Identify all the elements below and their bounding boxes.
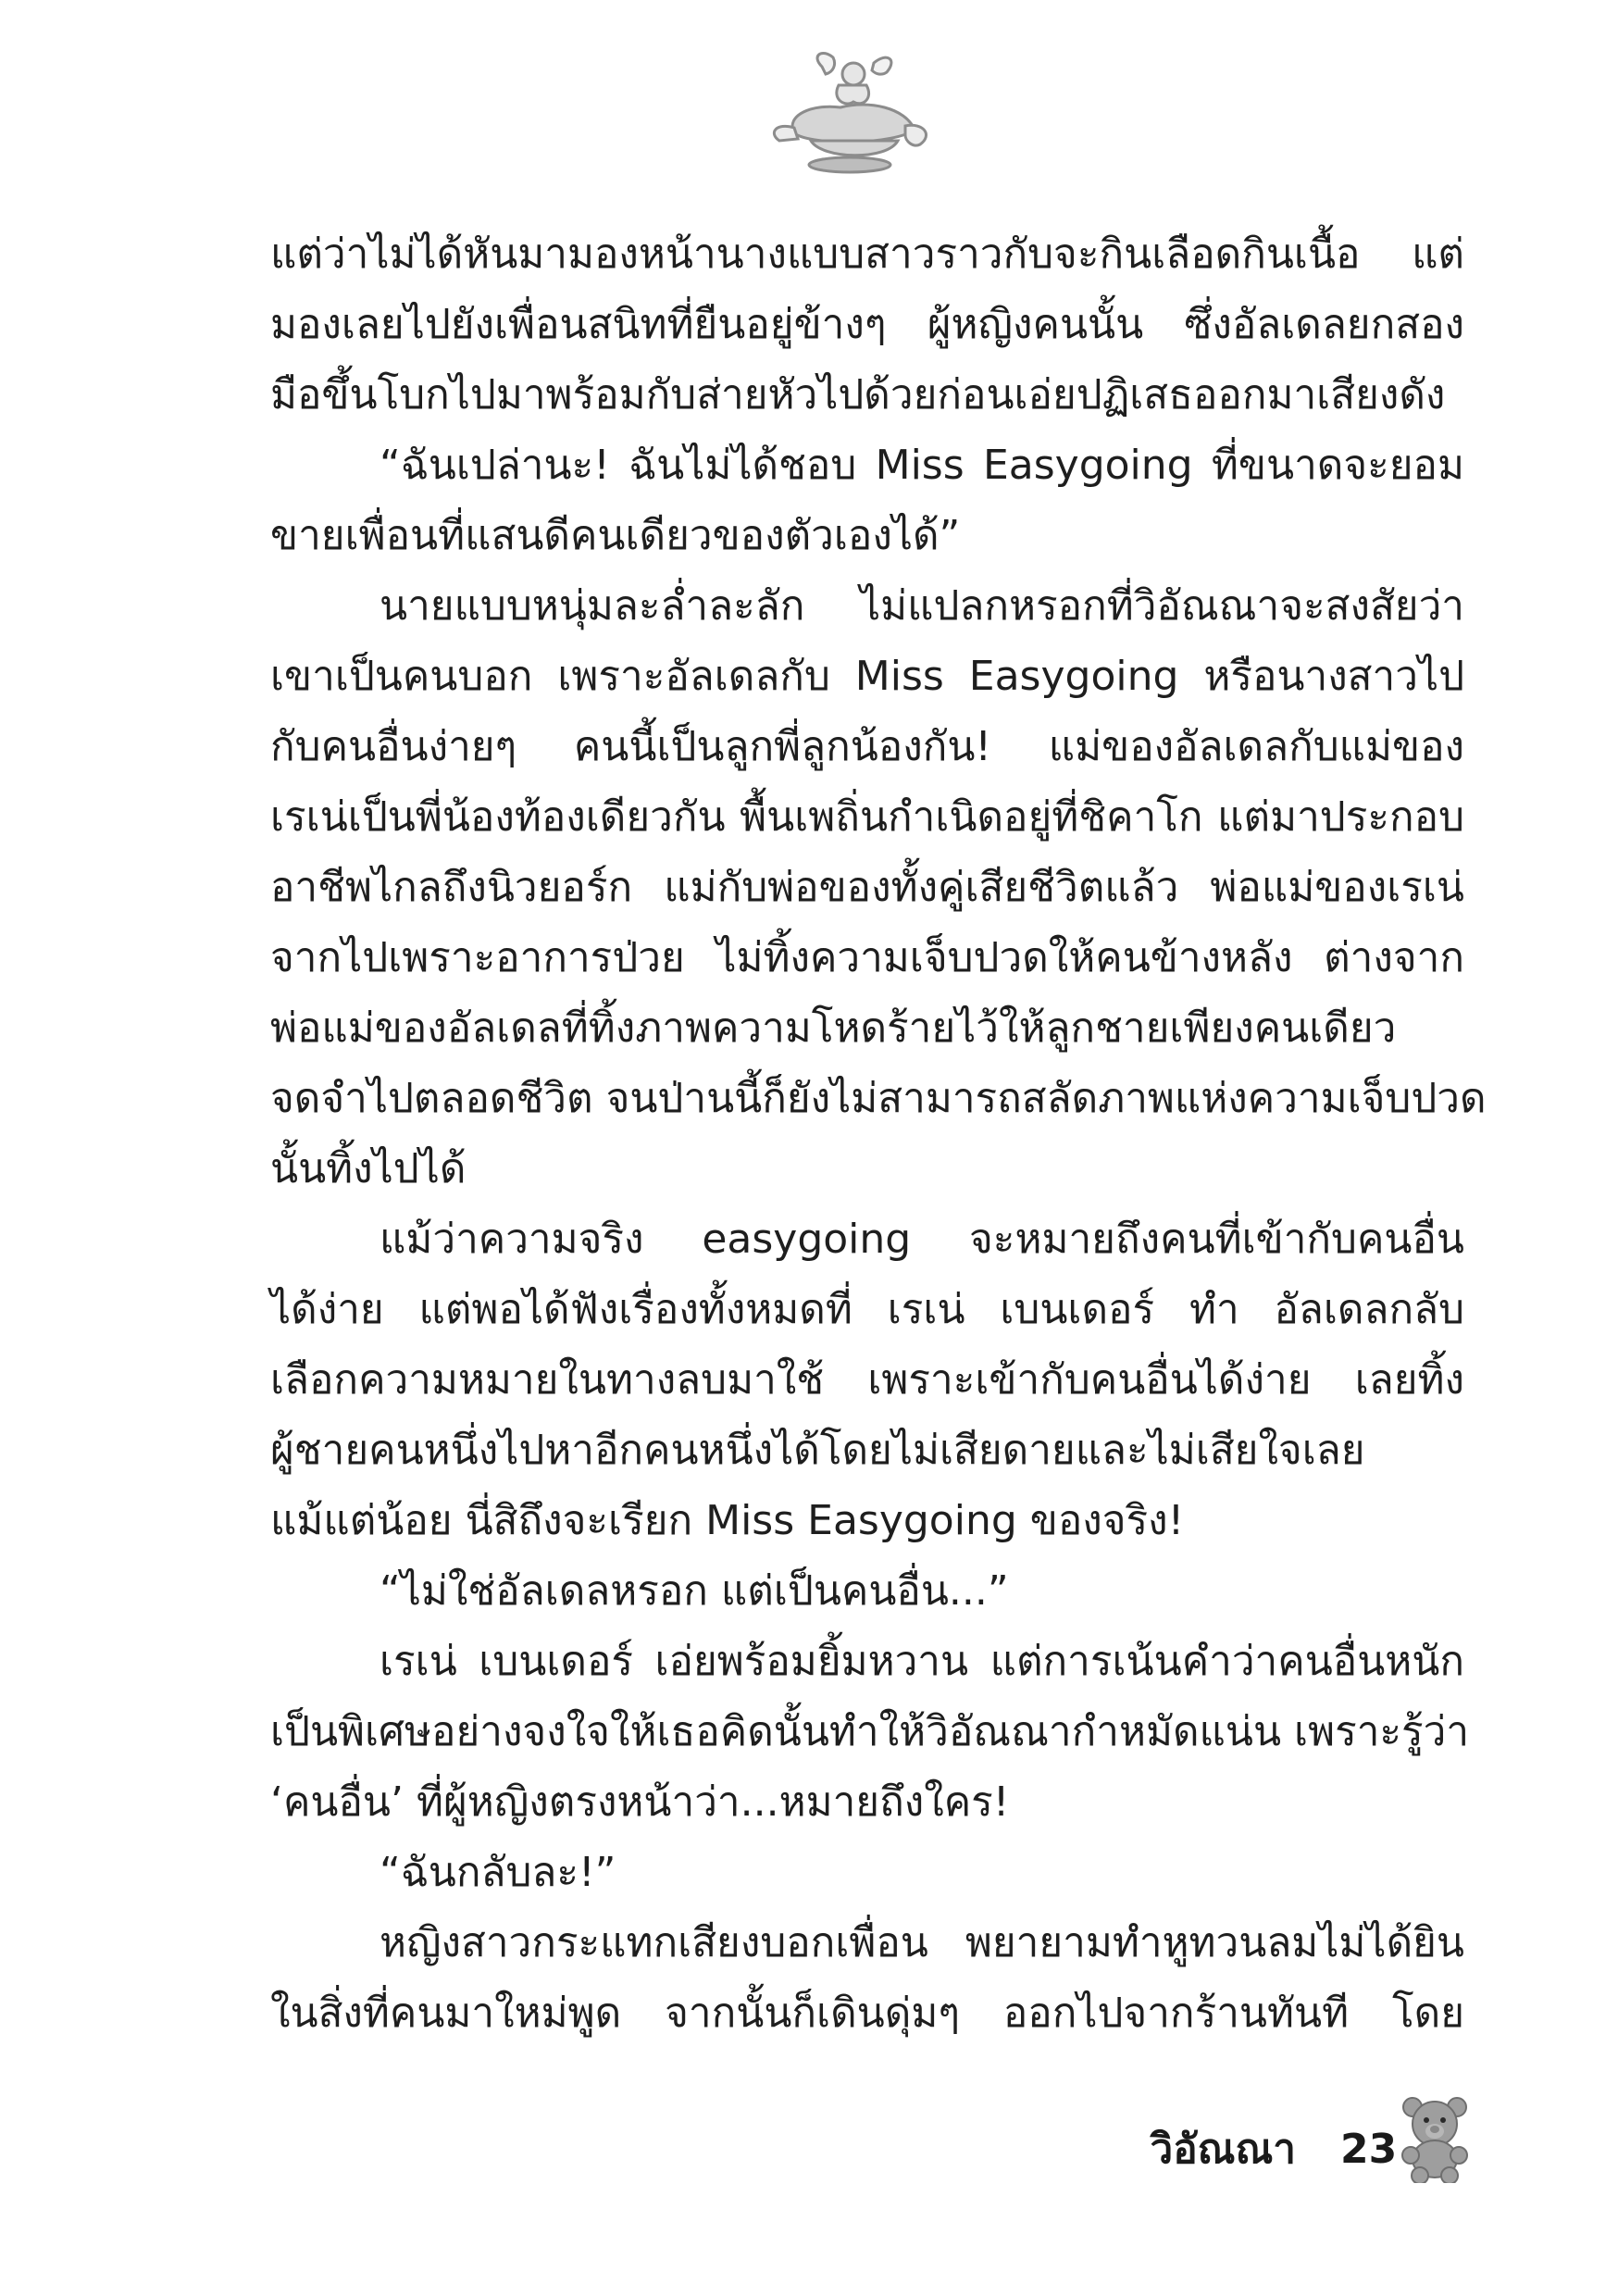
- text-line: แม้แต่น้อย นี่สิถึงจะเรียก Miss Easygoing ของจริง!: [270, 1497, 1185, 1544]
- text-line: มองเลยไปยังเพื่อนสนิทที่ยืนอยู่ข้างๆ ผู้หญิงคนนั้น ซึ่งอัลเดลยกสอง: [270, 301, 1464, 348]
- text-line: เรเน่เป็นพี่น้องท้องเดียวกัน พื้นเพถิ่นกำเนิดอยู่ที่ชิคาโก แต่มาประกอบ: [270, 793, 1464, 841]
- text-line: ในสิ่งที่คนมาใหม่พูด จากนั้นก็เดินดุ่มๆ ออกไปจากร้านทันที โดย: [270, 1990, 1464, 2037]
- body-text: [270, 220, 1487, 2072]
- text-line: พ่อแม่ของอัลเดลที่ทิ้งภาพความโหดร้ายไว้ให้ลูกชายเพียงคนเดียว: [270, 1004, 1397, 1052]
- text-line: มือขึ้นโบกไปมาพร้อมกับส่ายหัวไปด้วยก่อนเอ่ยปฏิเสธออกมาเสียงดัง: [270, 371, 1446, 418]
- text-line: แต่ว่าไม่ได้หันมามองหน้านางแบบสาวราวกับจะกินเลือดกินเนื้อ แต่: [270, 231, 1464, 278]
- text-line: จากไปเพราะอาการป่วย ไม่ทิ้งความเจ็บปวดให้คนข้างหลัง ต่างจาก: [270, 934, 1464, 981]
- text-line: ‘คนอื่น’ ที่ผู้หญิงตรงหน้าว่า...หมายถึงใคร!: [270, 1778, 1010, 1826]
- text-line: เขาเป็นคนบอก เพราะอัลเดลกับ Miss Easygoing หรือนางสาวไป: [270, 653, 1464, 700]
- text-line: เป็นพิเศษอย่างจงใจให้เธอคิดนั้นทำให้วิอัณณากำหมัดแน่น เพราะรู้ว่า: [270, 1708, 1470, 1755]
- text-line: หญิงสาวกระแทกเสียงบอกเพื่อน พยายามทำหูทวนลมไม่ได้ยิน: [380, 1919, 1464, 1966]
- text-line: “ฉันกลับละ!”: [380, 1849, 616, 1896]
- text-line: “ฉันเปล่านะ! ฉันไม่ได้ชอบ Miss Easygoing ที่ขนาดจะยอม: [380, 442, 1464, 489]
- text-line: อาชีพไกลถึงนิวยอร์ก แม่กับพ่อของทั้งคู่เสียชีวิตแล้ว พ่อแม่ของเรเน่: [270, 864, 1464, 911]
- text-line: แม้ว่าความจริง easygoing จะหมายถึงคนที่เข้ากับคนอื่น: [380, 1216, 1464, 1263]
- text-line: เรเน่ เบนเดอร์ เอ่ยพร้อมยิ้มหวาน แต่การเน้นคำว่าคนอื่นหนัก: [380, 1638, 1464, 1685]
- running-footer-title: วิอัณณา: [1150, 2126, 1296, 2173]
- text-line: จดจำไปตลอดชีวิต จนป่านนี้ก็ยังไม่สามารถสลัดภาพแห่งความเจ็บปวด: [270, 1075, 1487, 1122]
- cherub-teapot-ornament-icon: [757, 48, 942, 178]
- text-line: ได้ง่าย แต่พอได้ฟังเรื่องทั้งหมดที่ เรเน่ เบนเดอร์ ทำ อัลเดลกลับ: [270, 1286, 1464, 1333]
- text-line: เลือกความหมายในทางลบมาใช้ เพราะเข้ากับคนอื่นได้ง่าย เลยทิ้ง: [270, 1356, 1464, 1404]
- text-line: ขายเพื่อนที่แสนดีคนเดียวของตัวเองได้”: [270, 512, 961, 559]
- text-line: นายแบบหนุ่มละล่ำละลัก ไม่แปลกหรอกที่วิอัณณาจะสงสัยว่า: [380, 582, 1464, 630]
- text-line: “ไม่ใช่อัลเดลหรอก แต่เป็นคนอื่น...”: [380, 1567, 1009, 1615]
- text-line: นั้นทิ้งไปได้: [270, 1145, 467, 1192]
- page-number: 23: [1340, 2126, 1398, 2173]
- teddy-bear-icon: [1398, 2094, 1472, 2183]
- text-line: ผู้ชายคนหนึ่งไปหาอีกคนหนึ่งได้โดยไม่เสียดายและไม่เสียใจเลย: [270, 1427, 1365, 1474]
- text-line: กับคนอื่นง่ายๆ คนนี้เป็นลูกพี่ลูกน้องกัน! แม่ของอัลเดลกับแม่ของ: [270, 723, 1464, 770]
